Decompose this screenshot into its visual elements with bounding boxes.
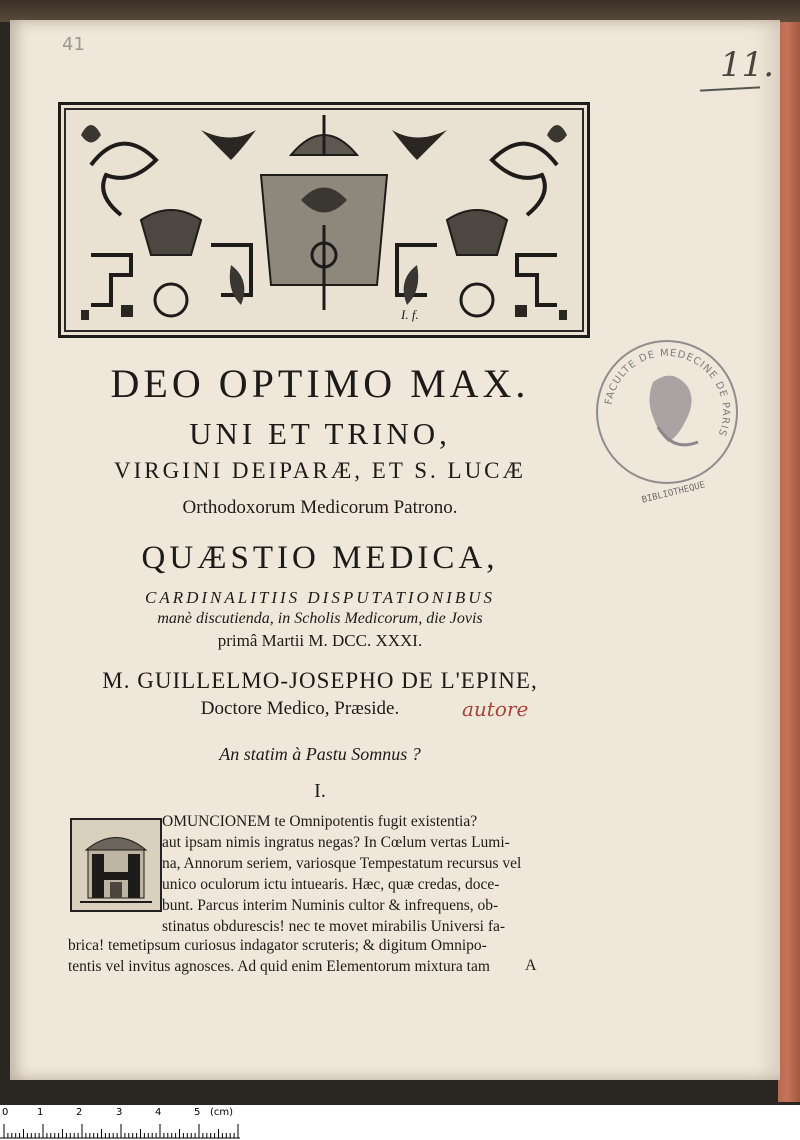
catchword: A — [525, 957, 537, 974]
handwritten-autore: autore — [462, 697, 529, 721]
ruler-label-1: 1 — [37, 1107, 44, 1118]
body-line-6: stinatus obdurescis! nec te movet mirabilis Universi fa- — [162, 918, 506, 935]
engraver-initials: I. f. — [401, 307, 419, 322]
book-top-edge — [0, 0, 800, 22]
disputation-line-1: CARDINALITIIS DISPUTATIONIBUS — [144, 588, 495, 607]
thesis-question: An statim à Pastu Somnus ? — [219, 744, 421, 764]
body-line-1: OMUNCIONEM te Omnipotentis fugit existentia? — [162, 813, 478, 830]
pencil-note: 41 — [62, 34, 85, 55]
disputation-line-2: manè discutienda, in Scholis Medicorum, die Jovis — [157, 610, 483, 627]
stamp-ring-text: FACULTE DE MEDECINE DE PARIS — [603, 347, 732, 439]
library-stamp — [596, 340, 738, 484]
drop-cap-engraving — [72, 820, 160, 910]
body-line-2: aut ipsam nimis ingratus negas? In Cœlum vertas Lumi- — [162, 834, 510, 851]
ruler-label-0: 0 — [2, 1107, 9, 1118]
body-line-8: tentis vel invitus agnosces. Ad quid enim Elementorum mixtura tam — [68, 958, 490, 975]
title-line-3: VIRGINI DEIPARÆ, ET S. LUCÆ — [114, 458, 526, 483]
section-number: I. — [314, 780, 326, 802]
ruler-unit: (cm) — [210, 1107, 234, 1118]
ruler-label-2: 2 — [76, 1107, 83, 1118]
ruler-label-3: 3 — [116, 1107, 123, 1118]
stamp-ring — [598, 342, 736, 482]
body-line-3: na, Annorum seriem, variosque Tempestatum recursus vel — [162, 855, 522, 872]
headpiece-ornament — [58, 102, 590, 338]
ornament-engraving — [61, 105, 587, 335]
ruler-label-5: 5 — [194, 1107, 201, 1118]
disputation-line-3: primâ Martii M. DCC. XXXI. — [217, 631, 423, 650]
title-line-2: UNI ET TRINO, — [189, 416, 451, 451]
praeses-name: M. GUILLELMO-JOSEPHO DE L'EPINE, — [102, 668, 538, 693]
drop-cap-h — [70, 818, 162, 912]
page-red-edge — [778, 22, 800, 1102]
folio-number: 11. — [720, 45, 775, 85]
title-line-4: Orthodoxorum Medicorum Patrono. — [182, 497, 458, 518]
stamp-caption: BIBLIOTHEQUE — [640, 480, 707, 506]
quaestio-heading: QUÆSTIO MEDICA, — [141, 540, 499, 576]
body-line-7: brica! temetipsum curiosus indagator scruteris; & digitum Omnipo- — [68, 937, 487, 954]
body-line-4: unico oculorum ictu intuearis. Hæc, quæ credas, doce- — [162, 876, 500, 893]
praeses-title: Doctore Medico, Præside. — [200, 698, 400, 719]
ruler-label-4: 4 — [155, 1107, 162, 1118]
body-line-5: bunt. Parcus interim Numinis cultor & infrequens, ob- — [162, 897, 499, 914]
title-line-1: DEO OPTIMO MAX. — [110, 361, 530, 406]
